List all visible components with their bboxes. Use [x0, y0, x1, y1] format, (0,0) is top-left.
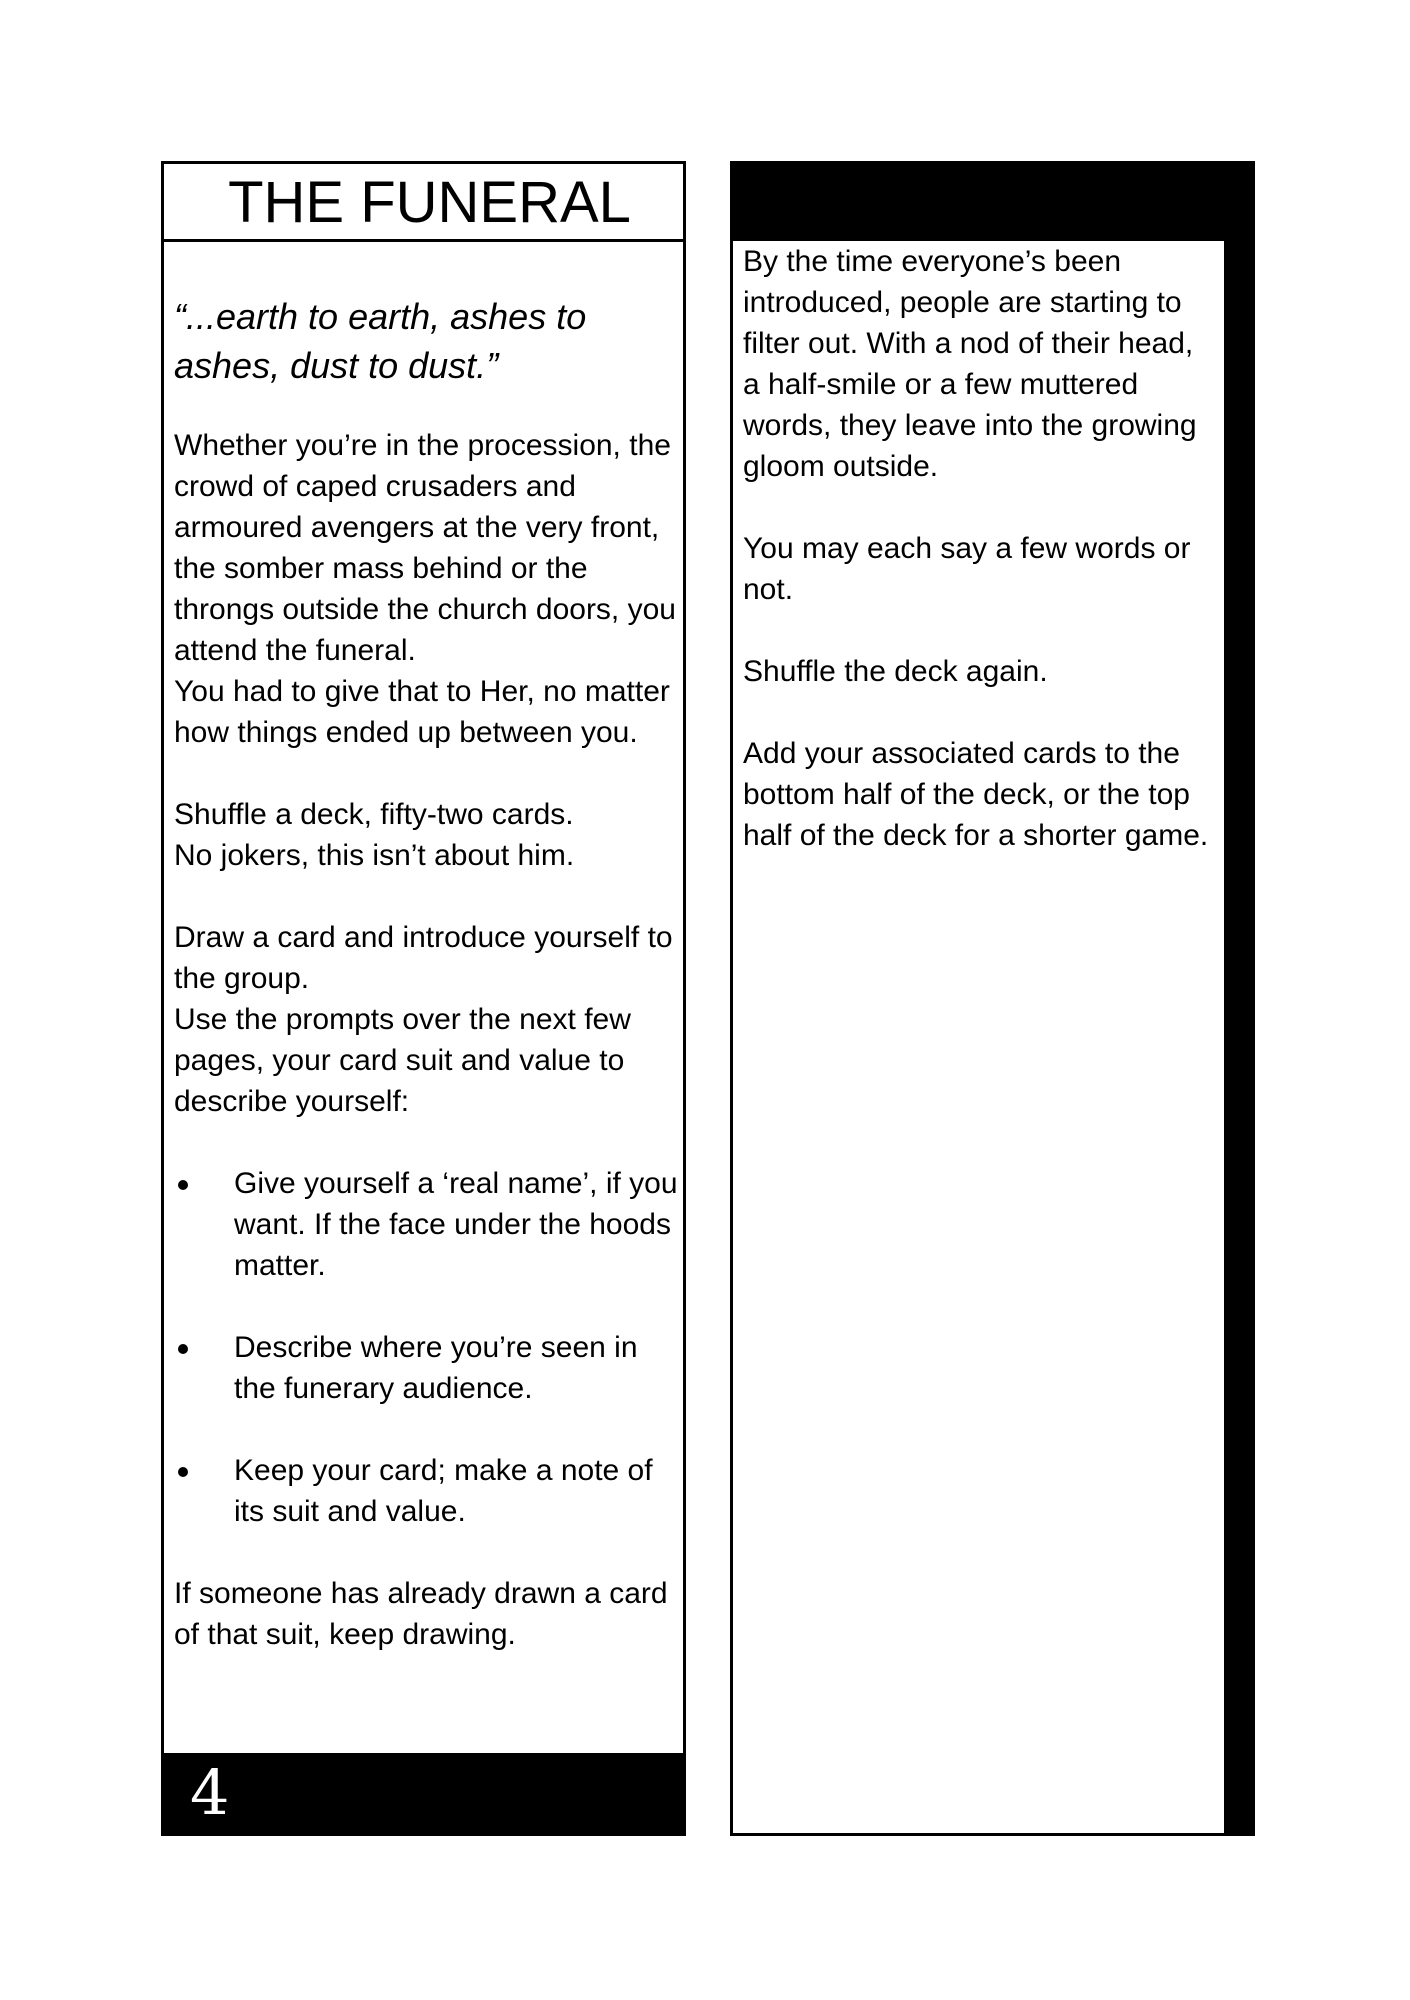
right-page-content [743, 241, 1218, 897]
prompt-list [174, 1163, 679, 1532]
page-title: THE FUNERAL [228, 170, 631, 235]
list-item-text: Give yourself a ‘real name’, if you want. If the face under the hoods matter. [234, 1167, 678, 1282]
epigraph-quote: “...earth to earth, ashes to ashes, dust to dust.” [174, 296, 587, 386]
paragraph-line: Use the prompts over the next few pages, your card suit and value to describe yourself: [174, 1003, 631, 1118]
paragraph-closing: If someone has already drawn a card of that suit, keep drawing. [174, 1577, 668, 1651]
paragraph-line: Shuffle a deck, fifty-two cards. [174, 798, 574, 831]
paragraph-line: No jokers, this isn’t about him. [174, 839, 575, 872]
page-number: 4 [190, 1756, 230, 1829]
list-item-text: Keep your card; make a note of its suit and value. [234, 1454, 653, 1528]
footer-bar [164, 1753, 683, 1833]
paragraph-few-words: You may each say a few words or not. [743, 532, 1191, 606]
paragraph-shuffle [174, 794, 679, 876]
left-page-panel [161, 161, 686, 1836]
paragraph-associated-cards: Add your associated cards to the bottom half of the deck, or the top half of the deck for a shorter game. [743, 737, 1209, 852]
paragraph-draw [174, 917, 679, 1122]
bullet-icon [178, 1344, 188, 1354]
list-item [174, 1163, 679, 1286]
right-page-panel [730, 161, 1255, 1836]
paragraph-line: Draw a card and introduce yourself to the group. [174, 921, 673, 995]
list-item [174, 1450, 679, 1532]
paragraph-shuffle-again: Shuffle the deck again. [743, 655, 1048, 688]
paragraph-procession [174, 425, 679, 753]
list-item-text: Describe where you’re seen in the funerary audience. [234, 1331, 638, 1405]
left-page-content [174, 292, 679, 1696]
bullet-icon [178, 1180, 188, 1190]
right-page-inner [733, 241, 1224, 1833]
bullet-icon [178, 1467, 188, 1477]
title-bar [164, 164, 683, 242]
paragraph-line: You had to give that to Her, no matter how things ended up between you. [174, 675, 670, 749]
paragraph-line: Whether you’re in the procession, the crowd of caped crusaders and armoured avengers at the very front, the somber mass behind or the throngs outside the church doors, you attend the funeral. [174, 429, 676, 667]
list-item [174, 1327, 679, 1409]
paragraph-introduced: By the time everyone’s been introduced, people are starting to filter out. With a nod of their head, a half-smile or a few muttered words, they leave into the growing gloom outside. [743, 245, 1197, 483]
